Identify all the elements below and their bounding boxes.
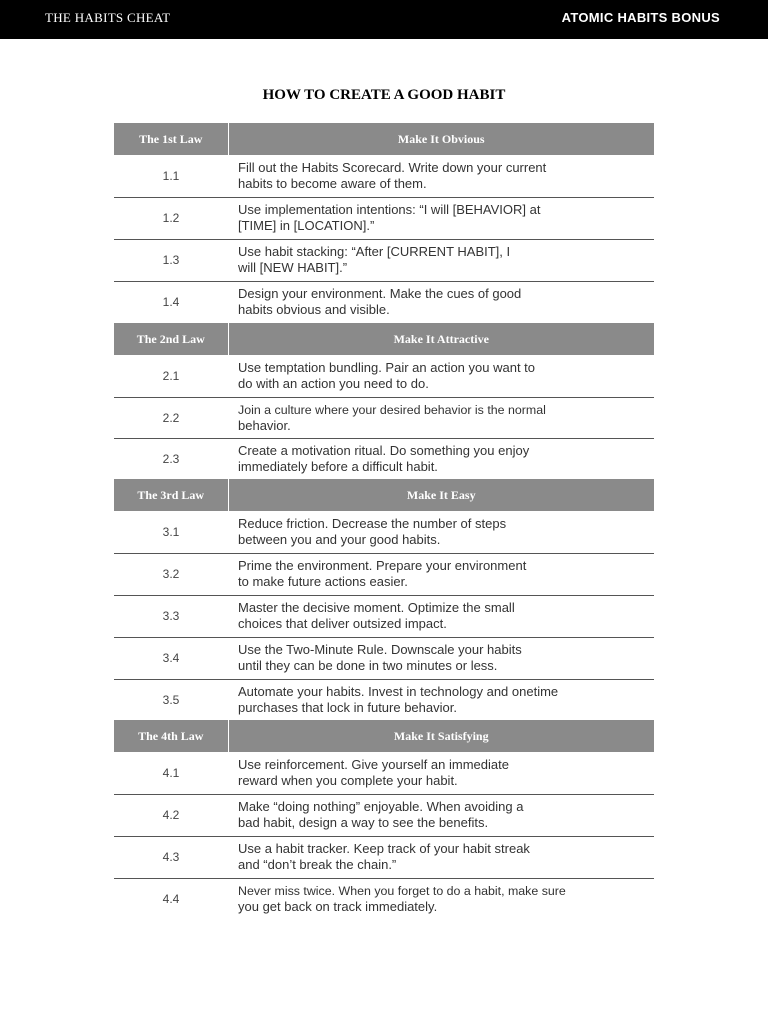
description-line: Use temptation bundling. Pair an action you want to <box>238 359 536 375</box>
description-line: habits to become aware of them. <box>238 175 427 191</box>
item-description <box>228 836 654 878</box>
item-description <box>228 511 654 553</box>
description-line: Use implementation intentions: “I will [BEHAVIOR] at <box>238 202 541 217</box>
description-line: reward when you complete your habit. <box>238 772 458 788</box>
description-line: bad habit, design a way to see the benefits. <box>238 815 489 830</box>
item-description <box>228 752 654 794</box>
law-header-row <box>114 323 654 355</box>
header-right-title: ATOMIC HABITS BONUS <box>561 10 720 25</box>
item-description <box>228 553 654 595</box>
law-label: The 3rd Law <box>114 479 228 511</box>
description-line: purchases that lock in future behavior. <box>238 699 457 715</box>
description-line: do with an action you need to do. <box>238 375 429 391</box>
item-number: 3.1 <box>114 511 228 553</box>
item-number: 1.1 <box>114 155 228 197</box>
item-description <box>228 679 654 720</box>
item-number: 4.2 <box>114 794 228 836</box>
item-number: 3.5 <box>162 692 180 707</box>
description-line: Use the Two-Minute Rule. Downscale your habits <box>238 642 522 657</box>
item-description <box>228 794 654 836</box>
description-line: Master the decisive moment. Optimize the small <box>238 600 515 615</box>
item-number: 2.3 <box>162 451 180 466</box>
page-title: HOW TO CREATE A GOOD HABIT <box>262 87 506 103</box>
table-row <box>114 438 654 479</box>
law-title: Make It Easy <box>228 479 654 511</box>
description-line: habits obvious and visible. <box>238 302 390 318</box>
description-line: [TIME] in [LOCATION].” <box>238 218 375 233</box>
law-label: The 1st Law <box>114 123 228 155</box>
description-line: Join a culture where your desired behavior is the normal <box>238 402 546 417</box>
item-description <box>228 878 654 920</box>
description-line: Make “doing nothing” enjoyable. When avoiding a <box>238 799 524 814</box>
law-title: Make It Obvious <box>228 123 654 155</box>
item-number: 2.1 <box>114 355 228 397</box>
table-row <box>114 239 654 281</box>
table-row <box>114 155 654 197</box>
header-bar <box>0 0 768 39</box>
table-row <box>114 397 654 438</box>
item-description <box>228 397 654 438</box>
item-number: 4.3 <box>114 836 228 878</box>
law-header-row <box>114 720 654 752</box>
item-description <box>228 637 654 679</box>
table-row <box>114 511 654 553</box>
table-row <box>114 553 654 595</box>
header-left-title: THE HABITS CHEAT <box>45 10 171 25</box>
description-line: Automate your habits. Invest in technology and onetime <box>238 683 559 699</box>
item-description <box>228 239 654 281</box>
item-description <box>228 595 654 637</box>
law-label: The 2nd Law <box>114 323 228 355</box>
table-row <box>114 679 654 720</box>
law-label: The 4th Law <box>114 720 228 752</box>
item-number: 3.4 <box>114 637 228 679</box>
table-row <box>114 794 654 836</box>
item-number: 3.3 <box>114 595 228 637</box>
description-line: choices that deliver outsized impact. <box>238 616 447 631</box>
description-line: Fill out the Habits Scorecard. Write down your current <box>238 159 547 175</box>
description-line: immediately before a difficult habit. <box>238 458 438 474</box>
description-line: until they can be done in two minutes or less. <box>238 658 498 673</box>
table-row <box>114 752 654 794</box>
description-line: behavior. <box>238 417 291 433</box>
description-line: will [NEW HABIT].” <box>238 260 348 275</box>
item-description <box>228 355 654 397</box>
table-row <box>114 281 654 323</box>
table-row <box>114 197 654 239</box>
description-line: Use a habit tracker. Keep track of your habit streak <box>238 841 530 856</box>
law-header-row <box>114 123 654 155</box>
item-number: 1.3 <box>114 239 228 281</box>
item-number: 1.2 <box>114 197 228 239</box>
item-description <box>228 155 654 197</box>
item-description <box>228 281 654 323</box>
description-line: Reduce friction. Decrease the number of steps <box>238 515 507 531</box>
item-number: 4.4 <box>162 892 180 907</box>
description-line: to make future actions easier. <box>238 574 408 589</box>
description-line: between you and your good habits. <box>238 531 441 547</box>
description-line: and “don’t break the chain.” <box>238 857 397 872</box>
table-row <box>114 878 654 920</box>
description-line: Use reinforcement. Give yourself an immediate <box>238 756 509 772</box>
law-title: Make It Attractive <box>228 323 654 355</box>
description-line: you get back on track immediately. <box>238 899 438 915</box>
description-line: Create a motivation ritual. Do something you enjoy <box>238 442 530 458</box>
item-number: 1.4 <box>162 295 180 310</box>
law-header-row <box>114 479 654 511</box>
habits-table <box>114 123 654 920</box>
description-line: Use habit stacking: “After [CURRENT HABIT], I <box>238 244 511 259</box>
item-description <box>228 197 654 239</box>
table-row <box>114 637 654 679</box>
item-number: 4.1 <box>114 752 228 794</box>
table-row <box>114 355 654 397</box>
description-line: Design your environment. Make the cues of good <box>238 286 522 302</box>
table-row <box>114 836 654 878</box>
law-title: Make It Satisfying <box>228 720 654 752</box>
item-number: 2.2 <box>114 397 228 438</box>
description-line: Never miss twice. When you forget to do a habit, make sure <box>238 884 566 899</box>
item-description <box>228 438 654 479</box>
description-line: Prime the environment. Prepare your environment <box>238 558 527 573</box>
item-number: 3.2 <box>114 553 228 595</box>
table-row <box>114 595 654 637</box>
